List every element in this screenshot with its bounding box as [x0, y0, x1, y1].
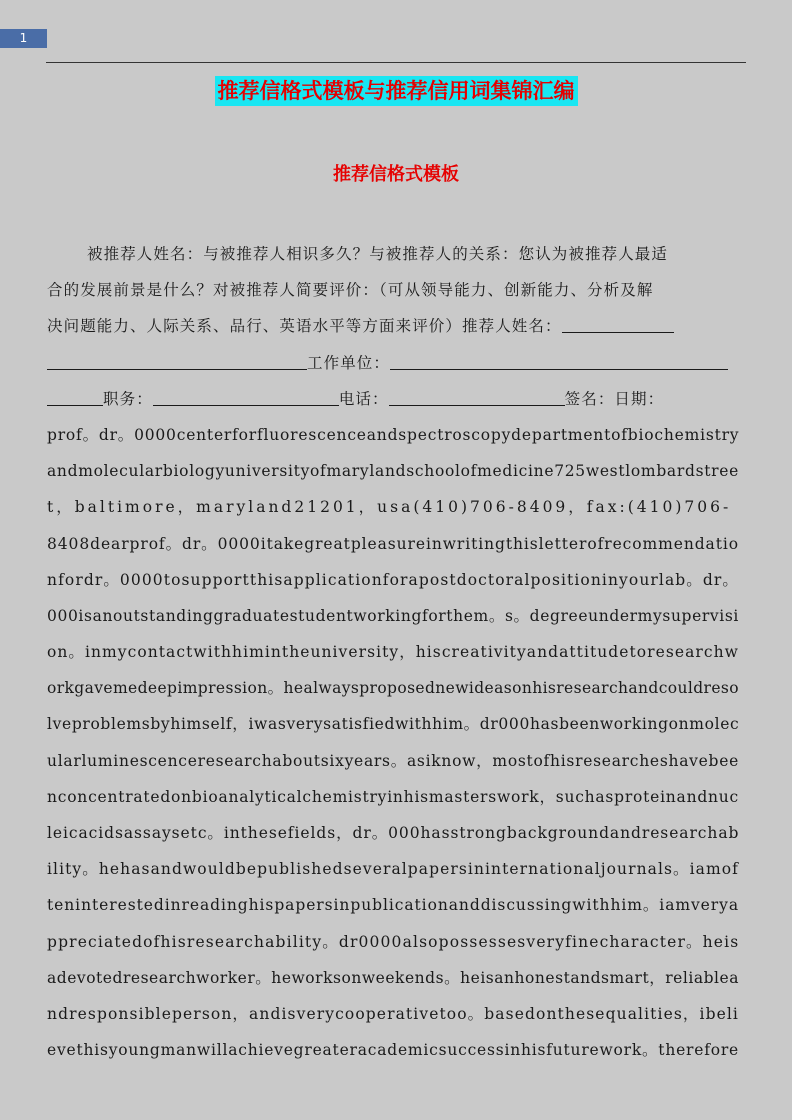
position-label: 职务：	[103, 389, 153, 408]
letter-line: lveproblemsbyhimself，iwasverysatisfiedwithhim。dr000hasbeenworkingonmolec	[47, 715, 739, 734]
form-line-3	[47, 308, 739, 344]
work-unit-label: 工作单位：	[307, 353, 391, 372]
document-title-container	[0, 76, 792, 106]
letter-line: 000isanoutstandinggraduatestudentworkingforthem。s。degreeundermysupervisi	[47, 606, 739, 625]
phone-blank	[389, 391, 565, 406]
form-line-2: 合的发展前景是什么？对被推荐人简要评价：（可从领导能力、创新能力、分析及解	[47, 281, 654, 300]
form-line-3-text: 决问题能力、人际关系、品行、英语水平等方面来评价）推荐人姓名：	[47, 317, 562, 336]
letter-line: orkgavemedeepimpression。healwaysproposednewideasonhisresearchandcouldreso	[47, 679, 739, 698]
work-unit-blank-cont	[47, 391, 103, 406]
letter-line: prof。dr。0000centerforfluorescenceandspectroscopydepartmentofbiochemistry	[47, 425, 739, 444]
form-line-5	[47, 381, 739, 417]
recommender-name-blank	[562, 318, 674, 333]
letter-line: adevotedresearchworker。heworksonweekends。heisanhonestandsmart，reliablea	[47, 968, 739, 987]
position-blank	[153, 391, 339, 406]
letter-line: teninterestedinreadinghispapersinpublicationanddiscussingwithhim。iamverya	[47, 896, 739, 915]
letter-line: ularluminescenceresearchaboutsixyears。asiknow，mostofhisresearcheshavebee	[47, 751, 739, 770]
section-title-container	[0, 161, 792, 189]
letter-line: 8408dearprof。dr。0000itakegreatpleasureinwritingthisletterofrecommendatio	[47, 534, 739, 553]
sign-date-label: 签名：日期：	[564, 389, 665, 408]
page-number-badge: 1	[0, 29, 47, 48]
letter-body	[47, 236, 739, 1068]
letter-line: ndresponsibleperson，andisverycooperativetoo。basedonthesequalities，ibeli	[47, 1004, 739, 1023]
letter-line: nconcentratedonbioanalyticalchemistryinhismasterswork，suchasproteinandnuc	[47, 787, 739, 806]
letter-line: nfordr。0000tosupportthisapplicationforapostdoctoralpositioninyourlab。dr。	[47, 570, 739, 589]
letter-line: t，baltimore，maryland21201，usa(410)706-8409，fax:(410)706-	[47, 498, 732, 517]
letter-line: ility。hehasandwouldbepublishedseveralpapersininternationaljournals。iamof	[47, 860, 739, 879]
letter-line: on。inmycontactwithhimintheuniversity，hiscreativityandattitudetoresearchw	[47, 643, 739, 662]
form-line-1: 被推荐人姓名：与被推荐人相识多久？与被推荐人的关系：您认为被推荐人最适	[87, 245, 669, 263]
phone-label: 电话：	[338, 389, 389, 408]
work-unit-blank	[390, 355, 728, 370]
letter-line: leicacidsassaysetc。inthesefields，dr。000hasstrongbackgroundandresearchab	[47, 824, 739, 842]
letter-line: evethisyoungmanwillachievegreateracademicsuccessinhisfuturework。therefore	[47, 1041, 739, 1060]
letter-line: ppreciatedofhisresearchability。dr0000alsopossessesveryfinecharacter。heis	[47, 932, 739, 951]
form-line-4	[47, 345, 739, 381]
section-title: 推荐信格式模板	[333, 164, 459, 185]
letter-line: andmolecularbiologyuniversityofmarylandschoolofmedicine725westlombardstree	[47, 462, 739, 481]
letter-english-text	[47, 417, 739, 1068]
document-title: 推荐信格式模板与推荐信用词集锦汇编	[215, 76, 578, 106]
header-rule	[46, 62, 746, 63]
recommender-name-blank-cont	[47, 355, 307, 370]
